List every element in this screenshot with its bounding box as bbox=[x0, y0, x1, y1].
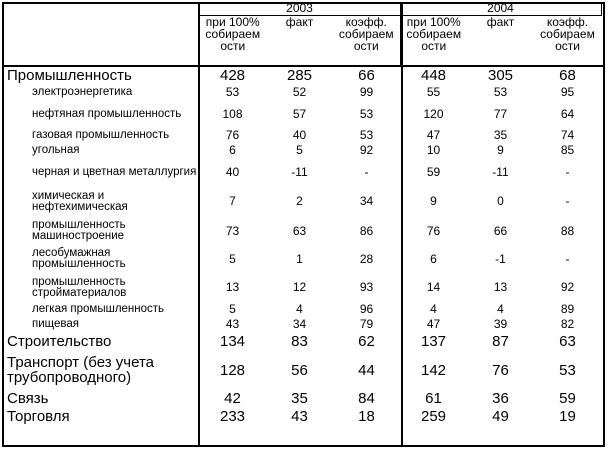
value-cell: 19 bbox=[559, 408, 576, 425]
value-cell: 18 bbox=[358, 408, 375, 425]
value-cell: 64 bbox=[560, 106, 575, 121]
value-cell: 40 bbox=[225, 164, 240, 179]
value-cell: 0 bbox=[497, 194, 504, 208]
value-cell: 95 bbox=[560, 84, 575, 99]
value-cell: 4 bbox=[430, 302, 437, 316]
value-cell: 68 bbox=[559, 66, 576, 84]
value-cell: 83 bbox=[291, 333, 308, 350]
value-cell: 84 bbox=[358, 390, 375, 407]
value-cell: 142 bbox=[420, 361, 447, 379]
value-cell: 57 bbox=[292, 106, 307, 121]
value-cell: 128 bbox=[219, 361, 246, 379]
value-cell: -1 bbox=[495, 251, 506, 266]
value-cell: 428 bbox=[219, 66, 246, 84]
value-cell: 34 bbox=[292, 317, 307, 331]
value-cell: 85 bbox=[560, 143, 575, 157]
value-cell: 49 bbox=[492, 408, 509, 425]
value-cell: 53 bbox=[559, 361, 576, 379]
value-cell: 9 bbox=[497, 143, 504, 157]
value-cell: 4 bbox=[497, 302, 504, 316]
table-row bbox=[2, 389, 601, 408]
value-cell: 28 bbox=[359, 251, 374, 266]
value-cell: 44 bbox=[358, 361, 375, 379]
row-label: электроэнергетика bbox=[32, 85, 133, 98]
col-header-full-collection-2004: при 100% собираем ости bbox=[406, 15, 462, 53]
value-cell: 76 bbox=[225, 128, 240, 142]
value-cell: 35 bbox=[291, 390, 308, 407]
year-header-row bbox=[2, 2, 601, 16]
value-cell: 42 bbox=[224, 390, 241, 407]
value-cell: 92 bbox=[560, 280, 575, 294]
row-label: Транспорт (без учета трубопроводного) bbox=[7, 354, 154, 386]
value-cell: 40 bbox=[292, 128, 307, 142]
value-cell: 13 bbox=[493, 280, 508, 294]
value-cell: 61 bbox=[425, 390, 442, 407]
value-cell: 259 bbox=[420, 408, 447, 425]
value-cell: 14 bbox=[426, 280, 441, 294]
value-cell: 43 bbox=[225, 317, 240, 331]
value-cell: 4 bbox=[296, 302, 303, 316]
value-cell: 55 bbox=[426, 84, 441, 99]
value-cell: 7 bbox=[229, 194, 236, 208]
value-cell: 74 bbox=[560, 128, 575, 142]
value-cell: 62 bbox=[358, 333, 375, 350]
value-cell: 88 bbox=[560, 223, 575, 238]
col-header-actual-2004: факт bbox=[486, 15, 515, 29]
value-cell: 47 bbox=[426, 317, 441, 331]
row-label: промышленность машиностроение bbox=[32, 219, 126, 242]
header-corner-cell bbox=[2, 2, 199, 66]
value-cell: 285 bbox=[286, 66, 313, 84]
value-cell: 59 bbox=[426, 164, 441, 179]
value-cell: 63 bbox=[559, 333, 576, 350]
table-row bbox=[2, 217, 601, 245]
table-row bbox=[2, 408, 601, 425]
value-cell: - bbox=[565, 164, 570, 179]
value-cell: 52 bbox=[292, 84, 307, 99]
table-row bbox=[2, 302, 601, 317]
value-cell: 2 bbox=[296, 194, 303, 208]
value-cell: -11 bbox=[291, 164, 308, 179]
table-row bbox=[2, 66, 601, 84]
col-header-actual-2003: факт bbox=[285, 15, 314, 29]
value-cell: 77 bbox=[493, 106, 508, 121]
value-cell: 233 bbox=[219, 408, 246, 425]
value-cell: 137 bbox=[420, 333, 447, 350]
value-cell: 5 bbox=[229, 251, 236, 266]
col-header-coefficient-2004: коэфф. собираем ости bbox=[540, 15, 595, 53]
value-cell: -11 bbox=[492, 164, 509, 179]
value-cell: 10 bbox=[426, 143, 441, 157]
value-cell: 9 bbox=[430, 194, 437, 208]
value-cell: 36 bbox=[492, 390, 509, 407]
value-cell: 35 bbox=[493, 128, 508, 142]
table-row bbox=[2, 186, 601, 217]
value-cell: 6 bbox=[430, 251, 437, 266]
value-cell: - bbox=[565, 194, 570, 208]
value-cell: 56 bbox=[291, 361, 308, 379]
table-row bbox=[2, 351, 601, 389]
table-row bbox=[2, 84, 601, 100]
row-label: нефтяная промышленность bbox=[32, 107, 182, 120]
table-row bbox=[2, 245, 601, 273]
value-cell: 12 bbox=[292, 280, 307, 294]
value-cell: 66 bbox=[358, 66, 375, 84]
table-row bbox=[2, 332, 601, 351]
value-cell: 86 bbox=[359, 223, 374, 238]
row-label: Строительство bbox=[7, 333, 112, 350]
value-cell: 13 bbox=[225, 280, 240, 294]
value-cell: 108 bbox=[222, 106, 243, 121]
value-cell: 53 bbox=[359, 128, 374, 142]
col-header-full-collection-2003: при 100% собираем ости bbox=[205, 15, 261, 53]
table-row bbox=[2, 317, 601, 332]
row-label: промышленность стройматериалов bbox=[32, 275, 127, 299]
value-cell: 82 bbox=[560, 317, 575, 331]
value-cell: 43 bbox=[291, 408, 308, 425]
header-bottom-rule bbox=[2, 65, 605, 67]
value-cell: 5 bbox=[296, 143, 303, 157]
value-cell: 1 bbox=[296, 251, 303, 266]
value-cell: 53 bbox=[493, 84, 508, 99]
value-cell: 448 bbox=[420, 66, 447, 84]
year-header-2003: 2003 bbox=[199, 2, 400, 16]
value-cell: 63 bbox=[292, 223, 307, 238]
value-cell: 76 bbox=[426, 223, 441, 238]
table-row bbox=[2, 100, 601, 128]
row-label: химическая и нефтехимическая bbox=[32, 189, 128, 213]
row-label: газовая промышленность bbox=[32, 129, 170, 141]
row-label: Торговля bbox=[7, 408, 70, 425]
value-cell: 93 bbox=[359, 280, 374, 294]
value-cell: 66 bbox=[493, 223, 508, 238]
value-cell: 76 bbox=[492, 361, 509, 379]
value-cell: 6 bbox=[229, 143, 236, 157]
table-row bbox=[2, 158, 601, 186]
row-label: черная и цветная металлургия bbox=[32, 165, 197, 178]
value-cell: 53 bbox=[225, 84, 240, 99]
row-label: Промышленность bbox=[7, 66, 132, 84]
value-cell: 134 bbox=[219, 333, 246, 350]
value-cell: 39 bbox=[493, 317, 508, 331]
row-label: угольная bbox=[32, 144, 80, 156]
value-cell: 73 bbox=[225, 223, 240, 238]
value-cell: 120 bbox=[423, 106, 444, 121]
value-cell: 59 bbox=[559, 390, 576, 407]
row-label: легкая промышленность bbox=[32, 303, 165, 315]
value-cell: 47 bbox=[426, 128, 441, 142]
value-cell: 53 bbox=[359, 106, 374, 121]
row-label: пищевая bbox=[32, 318, 79, 330]
table-row bbox=[2, 273, 601, 302]
year-header-2004: 2004 bbox=[400, 2, 601, 16]
value-cell: 99 bbox=[359, 84, 374, 99]
table-row bbox=[2, 143, 601, 158]
value-cell: 5 bbox=[229, 302, 236, 316]
value-cell: 89 bbox=[560, 302, 575, 316]
col-header-coefficient-2003: коэфф. собираем ости bbox=[333, 16, 400, 67]
value-cell: 34 bbox=[359, 194, 374, 208]
value-cell: - bbox=[565, 251, 570, 266]
value-cell: 87 bbox=[492, 333, 509, 350]
row-label: Связь bbox=[7, 390, 49, 407]
row-label: лесобумажная промышленность bbox=[32, 247, 126, 270]
value-cell: 305 bbox=[487, 66, 514, 84]
value-cell: 92 bbox=[359, 143, 374, 157]
value-cell: 96 bbox=[359, 302, 374, 316]
value-cell: - bbox=[364, 164, 369, 179]
table-row bbox=[2, 128, 601, 143]
value-cell: 79 bbox=[359, 317, 374, 331]
